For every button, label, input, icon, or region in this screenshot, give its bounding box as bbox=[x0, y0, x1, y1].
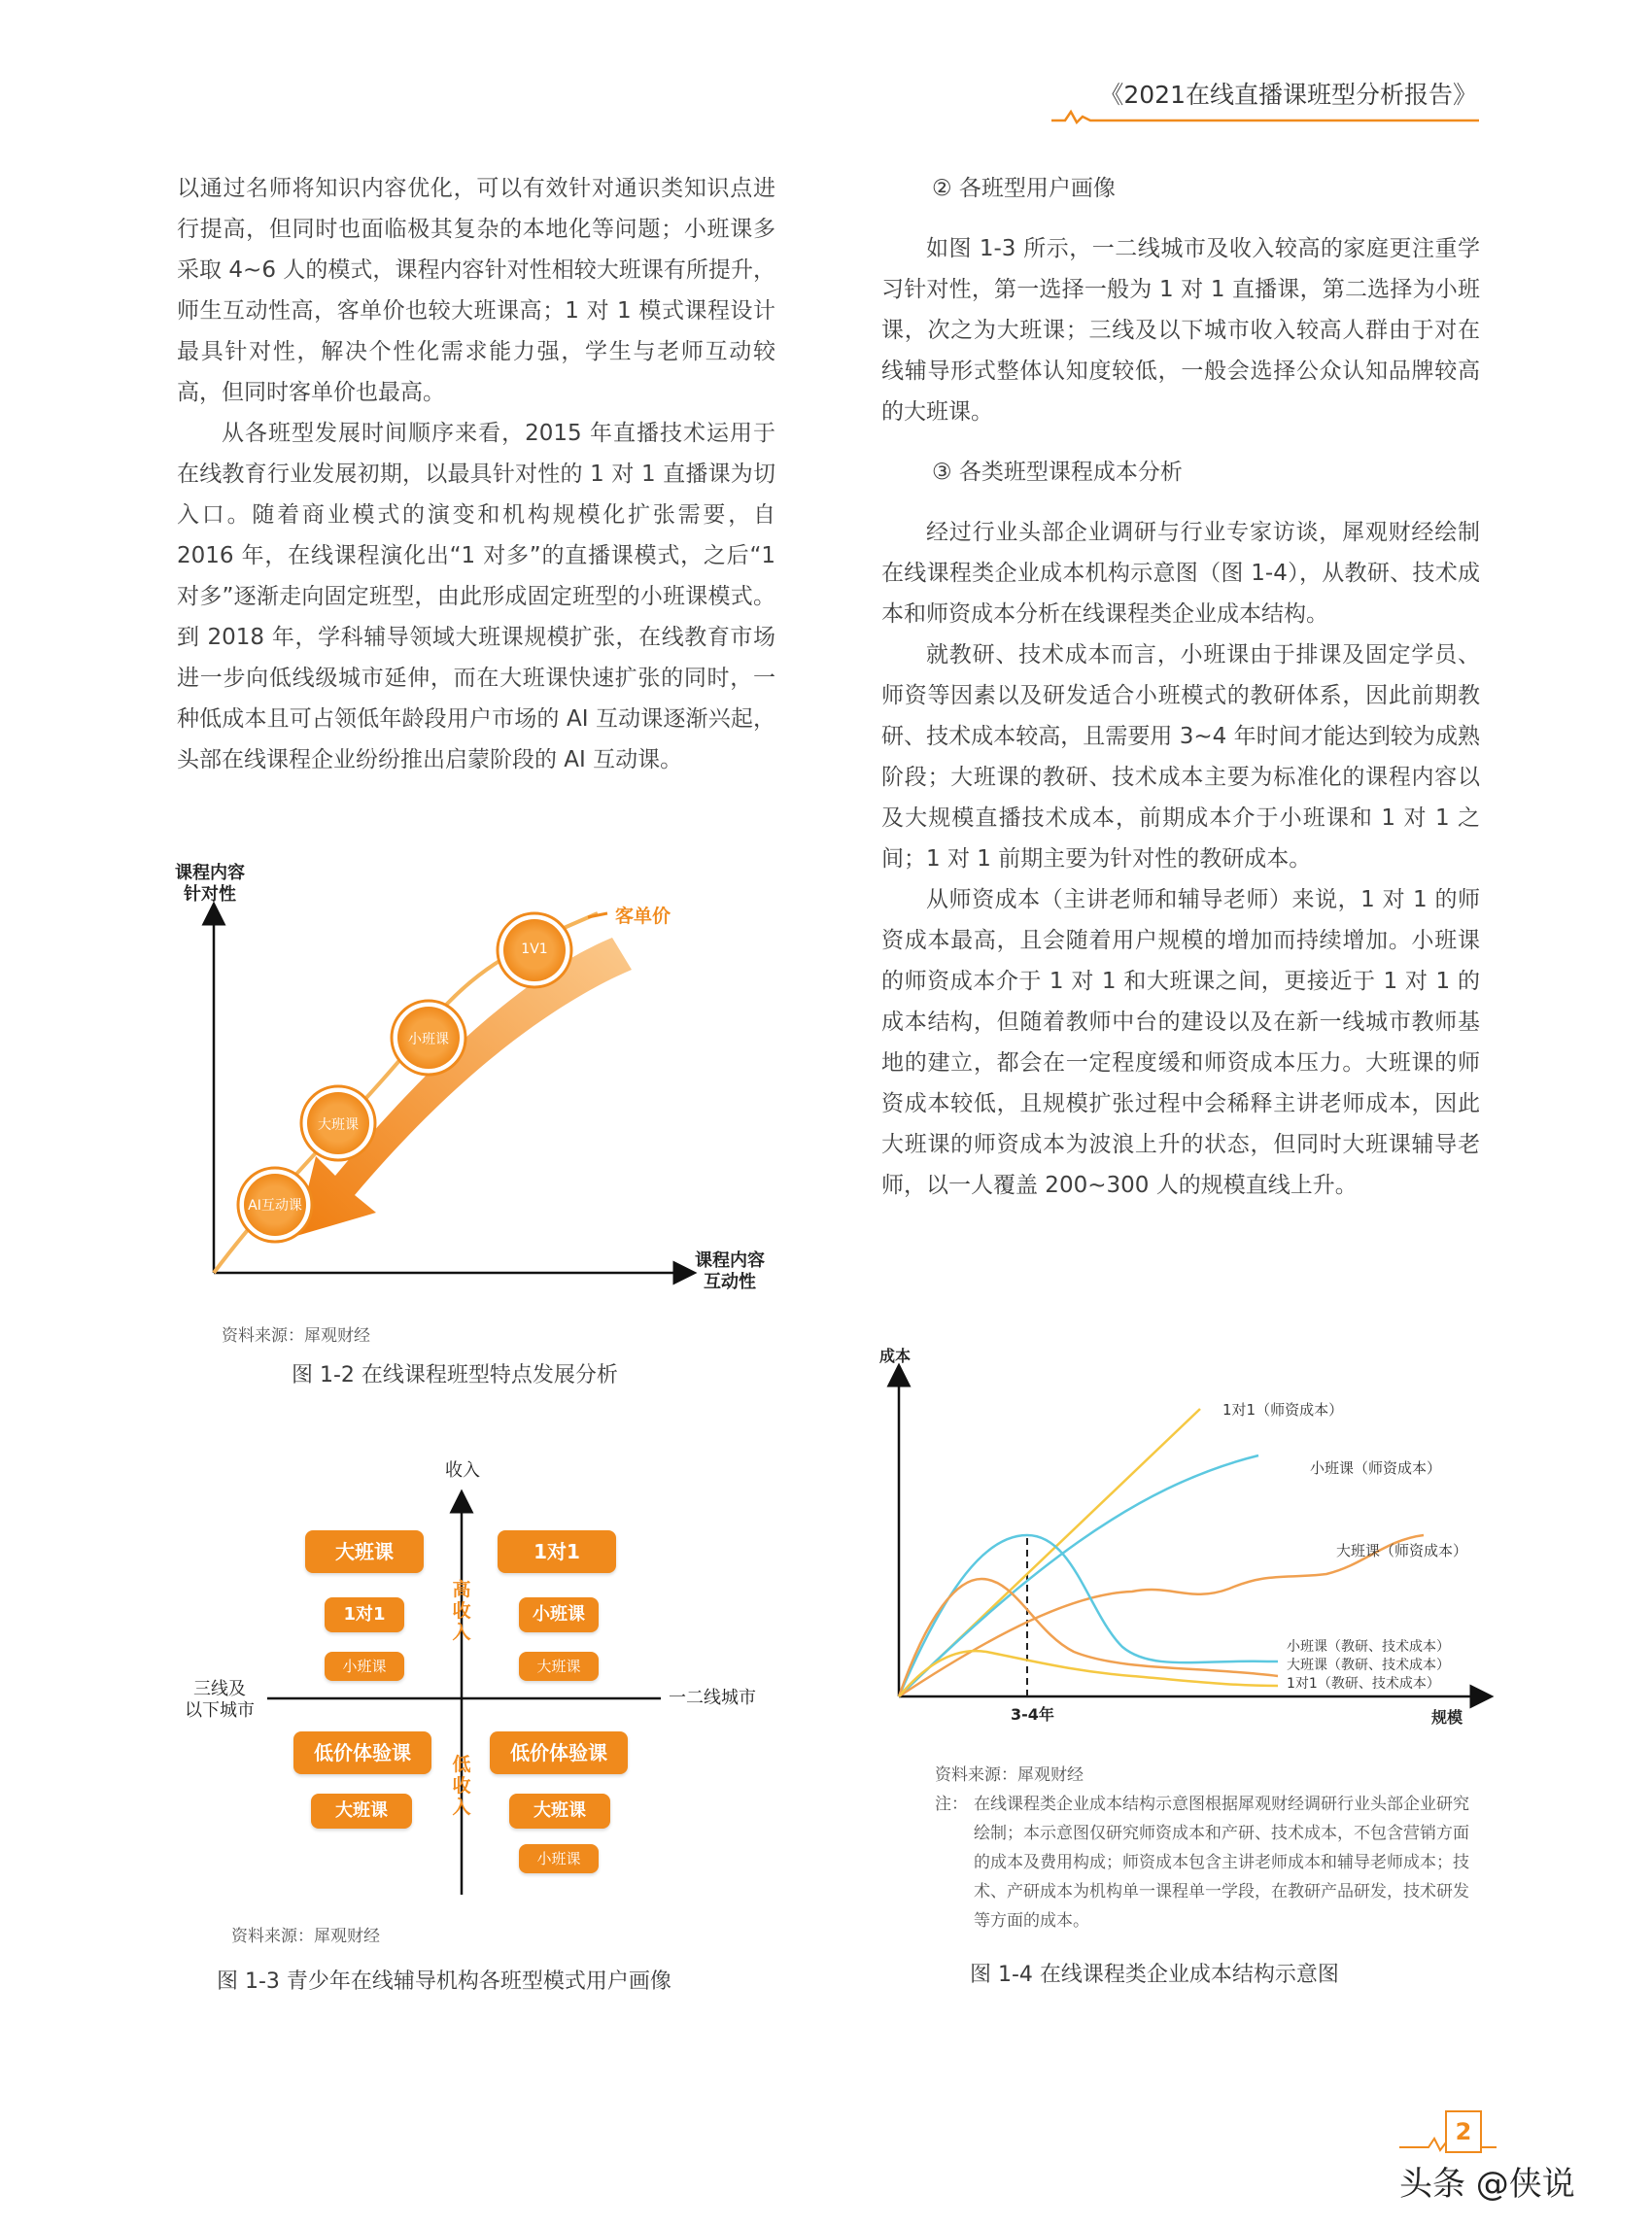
right-paragraph-2: 经过行业头部企业调研与行业专家访谈，犀观财经绘制在线课程类企业成本机构示意图（图 1-4），从教研、技术成本和师资成本分析在线课程类企业成本结构。 bbox=[881, 520, 1480, 627]
fig12-caption: 图 1-2 在线课程班型特点发展分析 bbox=[292, 1363, 618, 1387]
fig14-y-label: 成本 bbox=[879, 1347, 912, 1365]
fig12-source: 资料来源：犀观财经 bbox=[222, 1326, 370, 1346]
fig13-br-small-class: 小班课 bbox=[519, 1844, 599, 1873]
right-paragraph-4: 从师资成本（主讲老师和辅导老师）来说，1 对 1 的师资成本最高，且会随着用户规模的增加而持续增加。小班课的师资成本介于 1 对 1 和大班课之间，更接近于 1 对 1 的成本结构，但随着教师中台的建设以及在新一线城市教师基地的建立，都会在一定程度缓和师资成本压力。大班课的师资成本较低，且规模扩张过程中会稀释主讲老师成本，因此大班课的师资成本为波浪上升的状态，但同时大班课辅导老师，以一人覆盖 200~300 人的规模直线上升。 bbox=[881, 887, 1480, 1198]
section-heading-user-profile: ② 各班型用户画像 bbox=[932, 176, 1116, 201]
fig13-caption: 图 1-3 青少年在线辅导机构各班型模式用户画像 bbox=[217, 1969, 671, 1994]
fig13-tl-small-class: 小班课 bbox=[325, 1652, 404, 1681]
left-paragraph-2: 从各班型发展时间顺序来看，2015 年直播技术运用于在线教育行业发展初期，以最具针对性的 1 对 1 直播课为切入口。随着商业模式的演变和机构规模化扩张需要，自 2016 年，在线课程演化出“1 对多”的直播课模式，之后“1 对多”逐渐走向固定班型，由此形成固定班型的小班课模式。到 2018 年，学科辅导领域大班课规模扩张，在线教育市场进一步向低线级城市延伸，而在大班课快速扩张的同时，一种低成本且可占领低年龄段用户市场的 AI 互动课逐渐兴起，头部在线课程企业纷纷推出启蒙阶段的 AI 互动课。 bbox=[177, 421, 775, 772]
fig14-label-1v1-teacher: 1对1（师资成本） bbox=[1222, 1401, 1344, 1419]
section-heading-cost-analysis: ③ 各类班型课程成本分析 bbox=[932, 460, 1183, 485]
fig14-label-large-rd: 大班课（教研、技术成本） bbox=[1287, 1658, 1450, 1673]
fig13-tr-large-class: 大班课 bbox=[519, 1652, 599, 1681]
right-column bbox=[881, 168, 1480, 1206]
fig12-diagram bbox=[170, 855, 792, 1312]
fig13-tr-small-class: 小班课 bbox=[519, 1597, 599, 1632]
left-column bbox=[177, 168, 775, 780]
fig13-tr-1v1: 1对1 bbox=[498, 1530, 616, 1573]
fig14-caption: 图 1-4 在线课程类企业成本结构示意图 bbox=[970, 1963, 1339, 1987]
header-title: 《2021在线直播课班型分析报告》 bbox=[1099, 81, 1477, 109]
watermark: 头条 @侠说 bbox=[1399, 2165, 1575, 2204]
fig13-low-income: 低收入 bbox=[452, 1754, 471, 1818]
fig13-bl-low-price-trial: 低价体验课 bbox=[293, 1731, 431, 1774]
fig14-note bbox=[935, 1790, 1479, 1935]
fig13-x-left-label: 三线及 以下城市 bbox=[185, 1679, 255, 1721]
fig12-y-label: 课程内容 针对性 bbox=[175, 863, 245, 905]
fig13-high-income: 高收入 bbox=[452, 1579, 471, 1643]
fig12-year-2019: 2019年 bbox=[429, 1109, 494, 1176]
fig12-year-2016: 2016年 bbox=[492, 1045, 561, 1109]
right-paragraph-1: 如图 1-3 所示，一二线城市及收入较高的家庭更注重学习针对性，第一选择一般为 1 对 1 直播课，第二选择为小班课，次之为大班课；三线及以下城市收入较高人群由于对在线辅导形式整体认知度较低，一般会选择公众认知品牌较高的大班课。 bbox=[881, 236, 1480, 425]
fig13-quadrant-diagram bbox=[175, 1457, 797, 1914]
left-paragraph-1: 以通过名师将知识内容优化，可以有效针对通识类知识点进行提高，但同时也面临极其复杂的本地化等问题；小班课多采取 4~6 人的模式，课程内容针对性相较大班课有所提升，师生互动性高，客单价也较大班课高；1 对 1 模式课程设计最具针对性，解决个性化需求能力强，学生与老师互动较高，但同时客单价也最高。 bbox=[177, 176, 775, 405]
fig12-circle-label-ai: AI互动课 bbox=[248, 1198, 302, 1214]
fig13-tl-large-class: 大班课 bbox=[305, 1530, 424, 1573]
fig14-label-small-teacher: 小班课（师资成本） bbox=[1310, 1459, 1442, 1477]
fig14-label-large-teacher: 大班课（师资成本） bbox=[1336, 1542, 1468, 1559]
fig14-label-1v1-rd: 1对1（教研、技术成本） bbox=[1287, 1676, 1440, 1692]
fig14-x-tick: 3-4年 bbox=[1011, 1705, 1054, 1724]
fig12-year-2013: 2013年 bbox=[561, 1000, 633, 1055]
fig13-tl-1v1: 1对1 bbox=[325, 1597, 404, 1632]
fig13-y-label: 收入 bbox=[445, 1460, 480, 1481]
fig14-label-small-rd: 小班课（教研、技术成本） bbox=[1287, 1639, 1450, 1655]
header-rule bbox=[1051, 109, 1479, 124]
fig14-x-label: 规模 bbox=[1431, 1708, 1463, 1727]
fig12-circle-label-large: 大班课 bbox=[318, 1117, 359, 1133]
page-number: 2 bbox=[1445, 2110, 1482, 2153]
fig13-br-low-price-trial: 低价体验课 bbox=[490, 1731, 628, 1774]
fig13-br-large-class: 大班课 bbox=[509, 1794, 610, 1829]
fig12-circle-label-small: 小班课 bbox=[408, 1032, 449, 1047]
fig14-note-text: 在线课程类企业成本结构示意图根据犀观财经调研行业头部企业研究绘制；本示意图仅研究师资成本和产研、技术成本，不包含营销方面的成本及费用构成；师资成本包含主讲老师成本和辅导老师成本；技术、产研成本为机构单一课程单一学段，在教研产品研发，技术研发等方面的成本。 bbox=[974, 1795, 1469, 1931]
fig12-circle-label-1v1: 1V1 bbox=[521, 942, 548, 957]
fig14-source: 资料来源：犀观财经 bbox=[935, 1765, 1084, 1785]
fig12-x-label: 课程内容 互动性 bbox=[695, 1250, 765, 1292]
fig12-price-label: 客单价 bbox=[615, 906, 671, 927]
fig13-x-right-label: 一二线城市 bbox=[669, 1688, 756, 1708]
fig12-year-2020: 2020年 bbox=[376, 1169, 433, 1241]
right-paragraph-3: 就教研、技术成本而言，小班课由于排课及固定学员、师资等因素以及研发适合小班模式的教研体系，因此前期教研、技术成本较高，且需要用 3~4 年时间才能达到较为成熟阶段；大班课的教研、技术成本主要为标准化的课程内容以及大规模直播技术成本，前期成本介于小班课和 1 对 1 之间；1 对 1 前期主要为针对性的教研成本。 bbox=[881, 642, 1480, 872]
fig13-bl-large-class: 大班课 bbox=[311, 1794, 412, 1829]
fig14-note-label: 注： bbox=[935, 1795, 968, 1814]
fig13-source: 资料来源：犀观财经 bbox=[231, 1927, 380, 1946]
